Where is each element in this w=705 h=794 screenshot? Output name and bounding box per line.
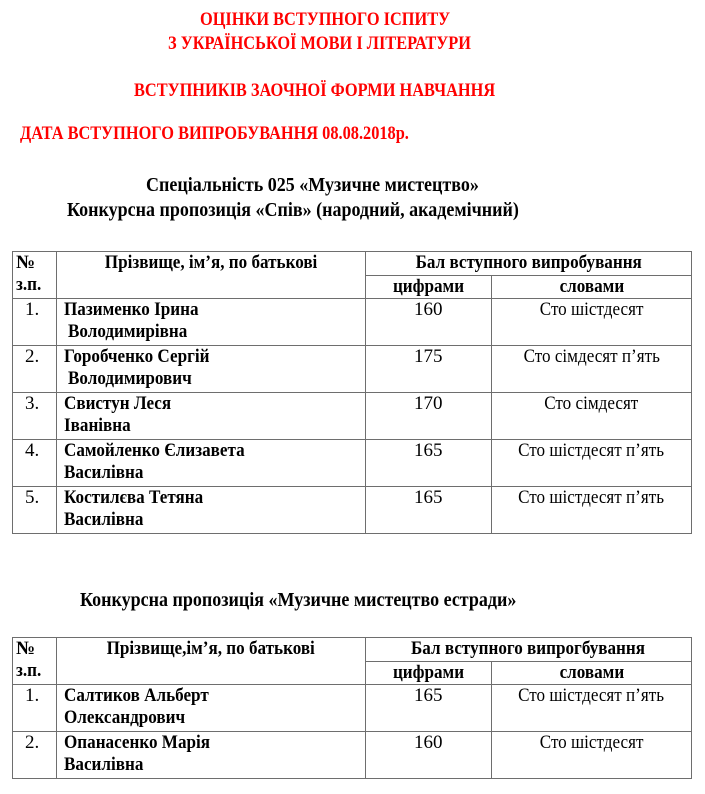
table-row (13, 299, 692, 346)
table-row (13, 440, 692, 487)
header-num: № з.п. (13, 638, 57, 685)
row-words: Сто сімдесят (492, 393, 692, 440)
row-digits: 165 (365, 487, 492, 534)
header-score: Бал вступного випрогбування (365, 638, 691, 662)
table-row (13, 732, 692, 779)
row-name: Пазименко Ірина Володимирівна (57, 299, 365, 346)
row-digits: 170 (365, 393, 492, 440)
row-num: 2. (13, 346, 57, 393)
row-name: Горобченко Сергій Володимирович (57, 346, 365, 393)
row-words: Сто шістдесят п’ять (492, 440, 692, 487)
section-1-heading: Конкурсна пропозиція «Спів» (народний, академічний) (67, 199, 519, 221)
table-row (13, 393, 692, 440)
exam-date: ДАТА ВСТУПНОГО ВИПРОБУВАННЯ 08.08.2018р. (20, 123, 409, 144)
row-digits: 165 (365, 685, 492, 732)
row-digits: 175 (365, 346, 492, 393)
row-words: Сто шістдесят п’ять (492, 685, 692, 732)
row-name: Опанасенко Марія Василівна (57, 732, 365, 779)
row-num: 1. (13, 685, 57, 732)
title-line-3: ВСТУПНИКІВ ЗАОЧНОЇ ФОРМИ НАВЧАННЯ (134, 80, 496, 101)
row-name: Свистун Леся Іванівна (57, 393, 365, 440)
row-digits: 165 (365, 440, 492, 487)
section-2-heading: Конкурсна пропозиція «Музичне мистецтво естради» (80, 589, 517, 611)
row-num: 2. (13, 732, 57, 779)
table-row (13, 346, 692, 393)
header-digits: цифрами (365, 276, 492, 299)
row-name: Самойленко Єлизавета Василівна (57, 440, 365, 487)
row-num: 3. (13, 393, 57, 440)
scores-table-2 (12, 637, 692, 779)
row-words: Сто шістдесят (492, 732, 692, 779)
header-digits: цифрами (365, 662, 492, 685)
title-line-2: З УКРАЇНСЬКОЇ МОВИ І ЛІТЕРАТУРИ (168, 33, 471, 54)
row-num: 5. (13, 487, 57, 534)
header-name: Прізвище,ім’я, по батькові (57, 638, 365, 685)
row-name: Костилєва Тетяна Василівна (57, 487, 365, 534)
row-name: Салтиков Альберт Олександрович (57, 685, 365, 732)
table-row (13, 685, 692, 732)
header-words: словами (492, 276, 692, 299)
header-num: № з.п. (13, 252, 57, 299)
specialty-heading: Спеціальність 025 «Музичне мистецтво» (146, 174, 479, 196)
header-score: Бал вступного випробування (365, 252, 691, 276)
row-words: Сто сімдесят п’ять (492, 346, 692, 393)
row-words: Сто шістдесят п’ять (492, 487, 692, 534)
row-words: Сто шістдесят (492, 299, 692, 346)
row-digits: 160 (365, 299, 492, 346)
row-num: 4. (13, 440, 57, 487)
table-row (13, 487, 692, 534)
title-line-1: ОЦІНКИ ВСТУПНОГО ІСПИТУ (200, 9, 451, 30)
row-num: 1. (13, 299, 57, 346)
header-name: Прізвище, ім’я, по батькові (57, 252, 365, 299)
scores-table-1 (12, 251, 692, 534)
header-words: словами (492, 662, 692, 685)
row-digits: 160 (365, 732, 492, 779)
